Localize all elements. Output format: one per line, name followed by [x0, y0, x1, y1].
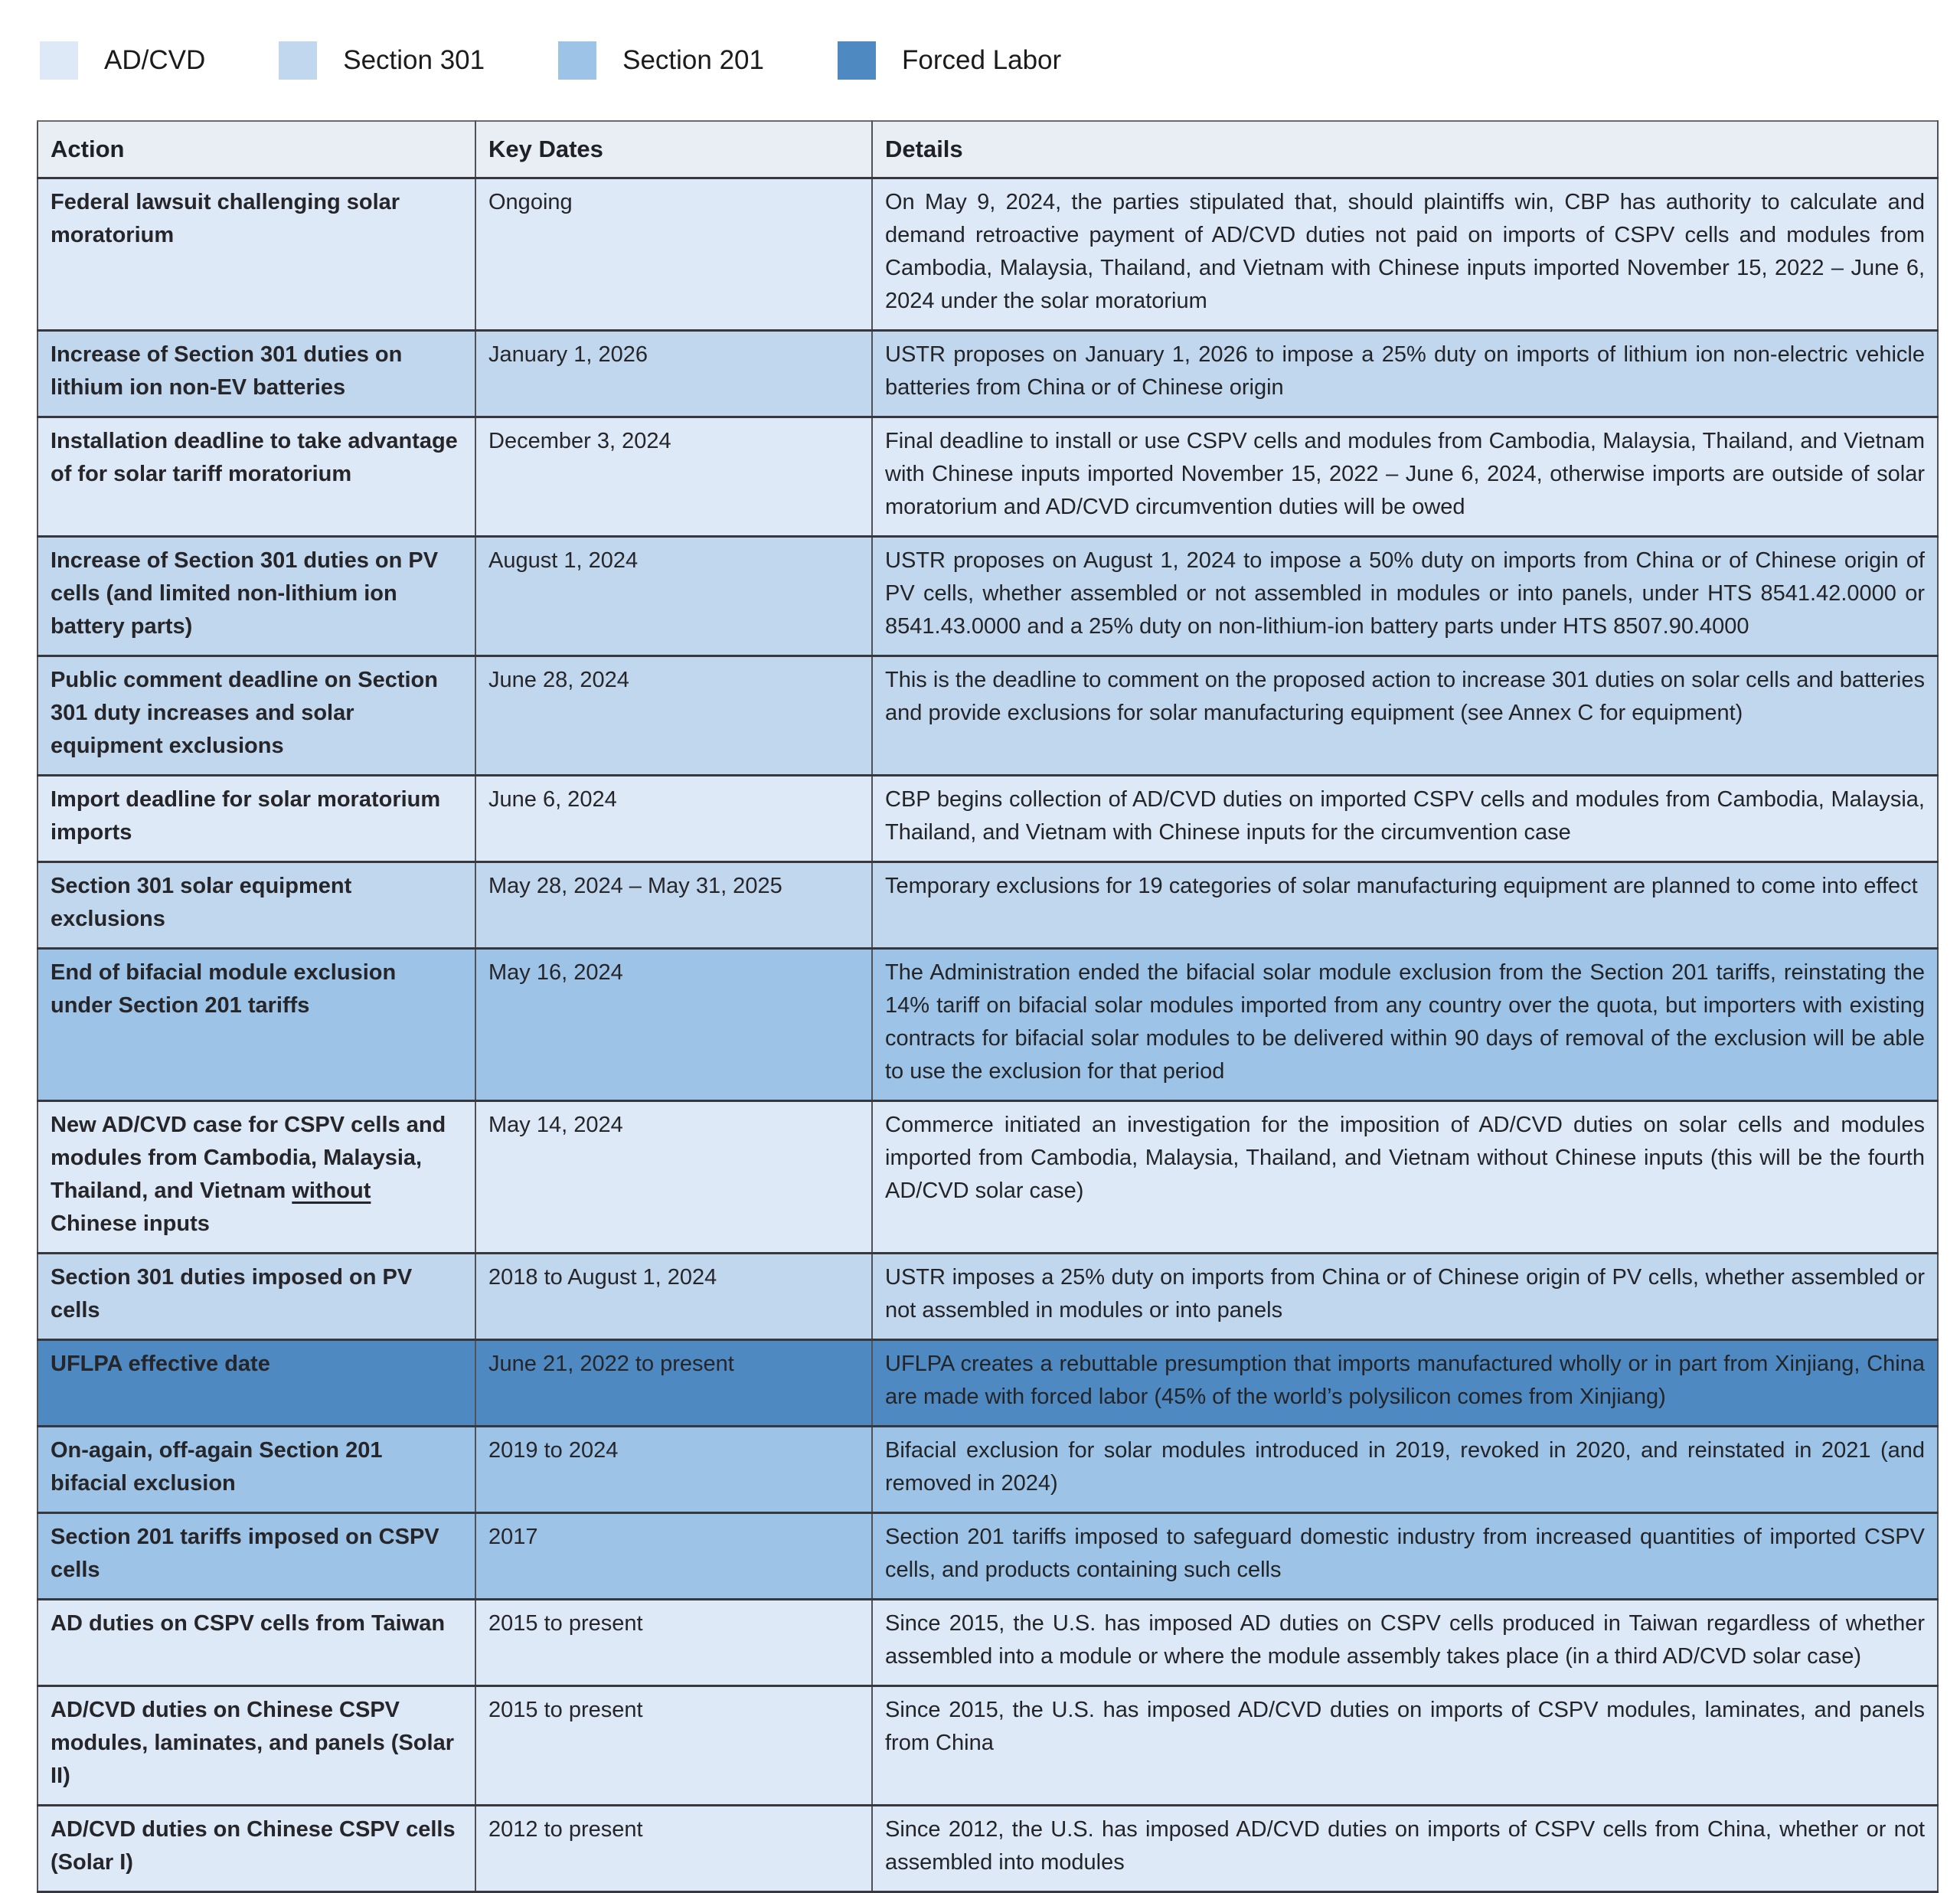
- table-row: [38, 1254, 1938, 1340]
- action-cell: Federal lawsuit challenging solar moratorium: [38, 178, 475, 331]
- table-header-row: [38, 121, 1938, 178]
- column-header-action: Action: [38, 121, 475, 178]
- table-row: [38, 1806, 1938, 1892]
- details-cell: USTR proposes on August 1, 2024 to impose a 50% duty on imports from China or of Chinese origin of PV cells, whether assembled or not assembled in modules or into panels, under HTS 8541.42.0000 or 8541.43.0000 and a 25% duty on non-lithium-ion battery parts under HTS 8507.90.4000: [872, 537, 1938, 656]
- details-cell: This is the deadline to comment on the proposed action to increase 301 duties on solar cells and batteries and provide exclusions for solar manufacturing equipment (see Annex C for equipment): [872, 656, 1938, 776]
- legend-color-swatch: [558, 41, 596, 80]
- legend-color-swatch: [838, 41, 876, 80]
- legend-label: Section 201: [622, 45, 764, 75]
- details-cell: On May 9, 2024, the parties stipulated that, should plaintiffs win, CBP has authority to calculate and demand retroactive payment of AD/CVD duties not paid on imports of CSPV cells and modules from Cambodia, Malaysia, Thailand, and Vietnam with Chinese inputs imported November 15, 2022 – June 6, 2024 under the solar moratorium: [872, 178, 1938, 331]
- key-dates-cell: May 16, 2024: [475, 949, 872, 1101]
- details-cell: Since 2012, the U.S. has imposed AD/CVD duties on imports of CSPV cells from China, whether or not assembled into modules: [872, 1806, 1938, 1892]
- details-cell: The Administration ended the bifacial solar module exclusion from the Section 201 tariffs, reinstating the 14% tariff on bifacial solar modules imported from any country over the quota, but importers with existing contracts for bifacial solar modules to be delivered within 90 days of removal of the exclusion will be able to use the exclusion for that period: [872, 949, 1938, 1101]
- key-dates-cell: June 21, 2022 to present: [475, 1340, 872, 1427]
- action-cell: Section 201 tariffs imposed on CSPV cells: [38, 1513, 475, 1600]
- legend: [40, 41, 1061, 80]
- key-dates-cell: December 3, 2024: [475, 417, 872, 537]
- details-cell: Temporary exclusions for 19 categories of solar manufacturing equipment are planned to come into effect: [872, 862, 1938, 949]
- table-row: [38, 656, 1938, 776]
- table-row: [38, 776, 1938, 862]
- legend-item: [558, 41, 764, 80]
- key-dates-cell: 2018 to August 1, 2024: [475, 1254, 872, 1340]
- key-dates-cell: 2019 to 2024: [475, 1427, 872, 1513]
- action-cell: AD/CVD duties on Chinese CSPV modules, laminates, and panels (Solar II): [38, 1686, 475, 1806]
- trade-actions-table: [37, 120, 1939, 1893]
- legend-item: [279, 41, 485, 80]
- legend-item: [838, 41, 1061, 80]
- table-row: [38, 1427, 1938, 1513]
- table-row: [38, 1513, 1938, 1600]
- action-cell: Installation deadline to take advantage of for solar tariff moratorium: [38, 417, 475, 537]
- legend-label: AD/CVD: [104, 45, 206, 75]
- key-dates-cell: 2015 to present: [475, 1600, 872, 1686]
- table-row: [38, 1600, 1938, 1686]
- key-dates-cell: June 6, 2024: [475, 776, 872, 862]
- table-row: [38, 862, 1938, 949]
- column-header-details: Details: [872, 121, 1938, 178]
- key-dates-cell: May 28, 2024 – May 31, 2025: [475, 862, 872, 949]
- action-cell: New AD/CVD case for CSPV cells and modules from Cambodia, Malaysia, Thailand, and Vietnam without Chinese inputs: [38, 1101, 475, 1254]
- details-cell: Bifacial exclusion for solar modules introduced in 2019, revoked in 2020, and reinstated in 2021 (and removed in 2024): [872, 1427, 1938, 1513]
- key-dates-cell: August 1, 2024: [475, 537, 872, 656]
- details-cell: USTR imposes a 25% duty on imports from China or of Chinese origin of PV cells, whether assembled or not assembled in modules or into panels: [872, 1254, 1938, 1340]
- table-row: [38, 1686, 1938, 1806]
- key-dates-cell: January 1, 2026: [475, 331, 872, 417]
- key-dates-cell: 2015 to present: [475, 1686, 872, 1806]
- action-cell: On-again, off-again Section 201 bifacial exclusion: [38, 1427, 475, 1513]
- table-row: [38, 949, 1938, 1101]
- column-header-key-dates: Key Dates: [475, 121, 872, 178]
- action-cell: Section 301 duties imposed on PV cells: [38, 1254, 475, 1340]
- details-cell: Section 201 tariffs imposed to safeguard domestic industry from increased quantities of imported CSPV cells, and products containing such cells: [872, 1513, 1938, 1600]
- table-row: [38, 417, 1938, 537]
- action-cell: AD/CVD duties on Chinese CSPV cells (Solar I): [38, 1806, 475, 1892]
- legend-label: Section 301: [343, 45, 485, 75]
- action-cell: Section 301 solar equipment exclusions: [38, 862, 475, 949]
- table-row: [38, 537, 1938, 656]
- action-cell: Increase of Section 301 duties on PV cells (and limited non-lithium ion battery parts): [38, 537, 475, 656]
- action-cell: Increase of Section 301 duties on lithium ion non-EV batteries: [38, 331, 475, 417]
- action-cell: End of bifacial module exclusion under Section 201 tariffs: [38, 949, 475, 1101]
- table-row: [38, 178, 1938, 331]
- table-row: [38, 1101, 1938, 1254]
- details-cell: Commerce initiated an investigation for the imposition of AD/CVD duties on solar cells and modules imported from Cambodia, Malaysia, Thailand, and Vietnam without Chinese inputs (this will be the fourth AD/CVD solar case): [872, 1101, 1938, 1254]
- table-body: [38, 178, 1938, 1892]
- details-cell: UFLPA creates a rebuttable presumption that imports manufactured wholly or in part from Xinjiang, China are made with forced labor (45% of the world’s polysilicon comes from Xinjiang): [872, 1340, 1938, 1427]
- table-row: [38, 331, 1938, 417]
- details-cell: CBP begins collection of AD/CVD duties on imported CSPV cells and modules from Cambodia, Malaysia, Thailand, and Vietnam with Chinese inputs for the circumvention case: [872, 776, 1938, 862]
- action-cell: Import deadline for solar moratorium imports: [38, 776, 475, 862]
- table-row: [38, 1340, 1938, 1427]
- key-dates-cell: 2012 to present: [475, 1806, 872, 1892]
- details-cell: Since 2015, the U.S. has imposed AD duties on CSPV cells produced in Taiwan regardless of whether assembled into a module or where the module assembly takes place (in a third AD/CVD solar case): [872, 1600, 1938, 1686]
- key-dates-cell: Ongoing: [475, 178, 872, 331]
- details-cell: Since 2015, the U.S. has imposed AD/CVD duties on imports of CSPV modules, laminates, and panels from China: [872, 1686, 1938, 1806]
- action-cell: Public comment deadline on Section 301 duty increases and solar equipment exclusions: [38, 656, 475, 776]
- key-dates-cell: 2017: [475, 1513, 872, 1600]
- details-cell: USTR proposes on January 1, 2026 to impose a 25% duty on imports of lithium ion non-electric vehicle batteries from China or of Chinese origin: [872, 331, 1938, 417]
- action-cell: UFLPA effective date: [38, 1340, 475, 1427]
- legend-label: Forced Labor: [902, 45, 1062, 75]
- key-dates-cell: June 28, 2024: [475, 656, 872, 776]
- key-dates-cell: May 14, 2024: [475, 1101, 872, 1254]
- legend-color-swatch: [279, 41, 317, 80]
- details-cell: Final deadline to install or use CSPV cells and modules from Cambodia, Malaysia, Thailand, and Vietnam with Chinese inputs imported November 15, 2022 – June 6, 2024, otherwise imports are outside of solar moratorium and AD/CVD circumvention duties will be owed: [872, 417, 1938, 537]
- legend-color-swatch: [40, 41, 78, 80]
- legend-item: [40, 41, 205, 80]
- action-cell: AD duties on CSPV cells from Taiwan: [38, 1600, 475, 1686]
